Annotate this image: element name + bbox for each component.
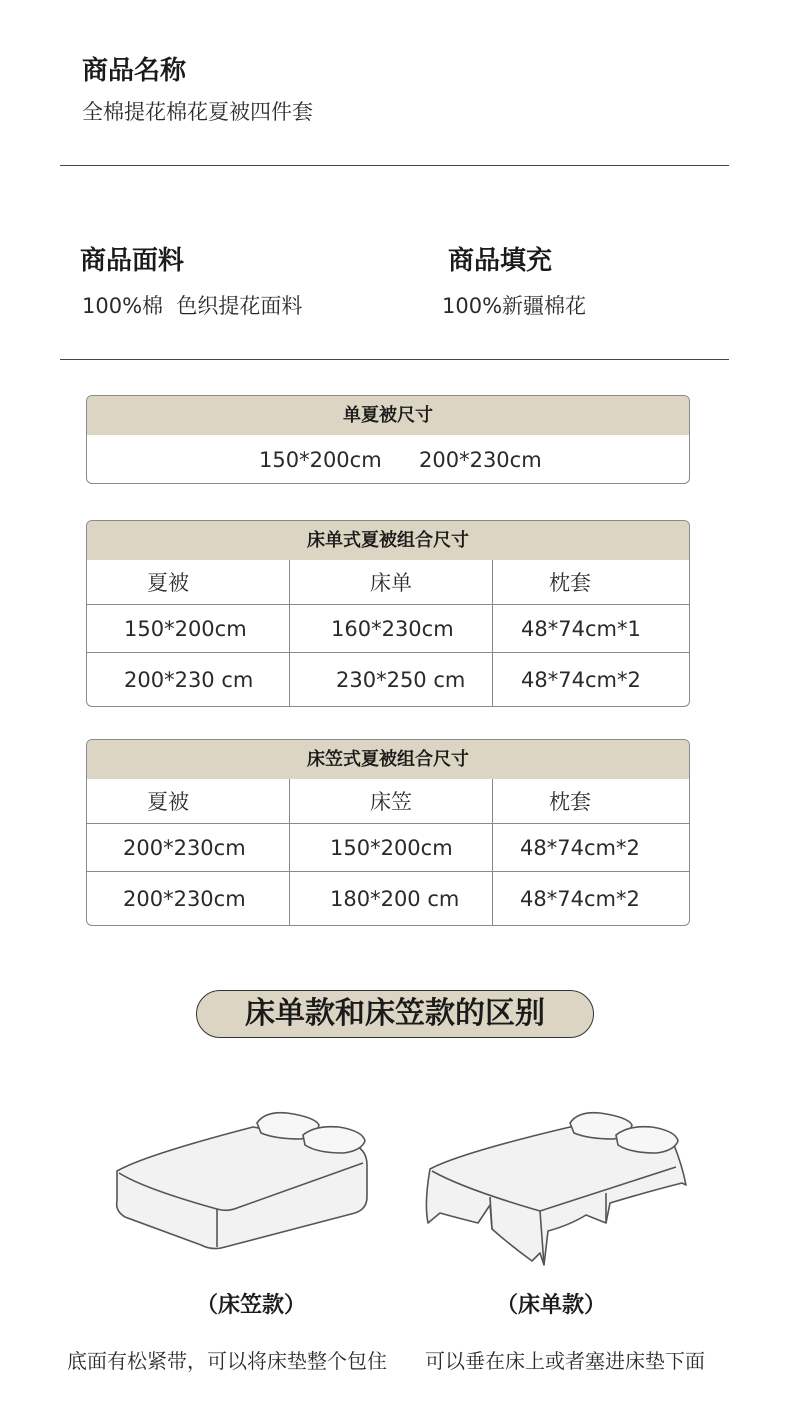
table-header-row xyxy=(87,560,689,604)
fitted-note: 底面有松紧带，可以将床垫整个包住 xyxy=(67,1349,387,1373)
table-cell: 230*250 cm xyxy=(289,653,492,706)
single-size-table xyxy=(86,395,690,484)
column-header: 夏被 xyxy=(147,571,189,595)
column-header: 床单 xyxy=(289,560,492,604)
column-header: 枕套 xyxy=(492,779,687,823)
column-header: 枕套 xyxy=(492,560,687,604)
table-row xyxy=(87,652,689,706)
fitted-bed-illustration xyxy=(105,1105,385,1270)
table-cell: 150*200cm xyxy=(289,824,492,871)
fabric-label: 商品面料 xyxy=(80,246,185,276)
column-header: 夏被 xyxy=(147,790,189,814)
table-header-row xyxy=(87,779,689,823)
table-cell: 200*230cm xyxy=(123,835,246,860)
column-header: 床笠 xyxy=(289,779,492,823)
table-cell: 200*230 cm xyxy=(124,667,254,692)
divider xyxy=(60,165,729,166)
size-value: 200*230cm xyxy=(419,448,542,472)
fitted-combo-table xyxy=(86,739,690,926)
table-row xyxy=(87,823,689,871)
difference-title: 床单款和床笠款的区别 xyxy=(196,990,594,1038)
product-name-label: 商品名称 xyxy=(82,56,187,86)
table-cell: 48*74cm*1 xyxy=(492,605,687,652)
table-row xyxy=(87,604,689,652)
divider xyxy=(60,359,729,360)
table-cell: 180*200 cm xyxy=(289,872,492,925)
table-cell: 200*230cm xyxy=(123,886,246,911)
product-name-value: 全棉提花棉花夏被四件套 xyxy=(82,100,313,124)
sheet-caption: （床单款） xyxy=(496,1293,607,1318)
sheet-note: 可以垂在床上或者塞进床垫下面 xyxy=(425,1349,705,1373)
fitted-caption: （床笠款） xyxy=(196,1293,307,1318)
table-cell: 150*200cm xyxy=(124,616,247,641)
size-row xyxy=(87,435,689,483)
table-row xyxy=(87,871,689,925)
fabric-value: 100%棉 色织提花面料 xyxy=(82,294,303,318)
sheet-combo-table xyxy=(86,520,690,707)
table-title: 床笠式夏被组合尺寸 xyxy=(87,740,689,779)
size-value: 150*200cm xyxy=(259,448,382,472)
sheet-bed-illustration xyxy=(420,1105,695,1275)
table-title: 床单式夏被组合尺寸 xyxy=(87,521,689,560)
table-cell: 48*74cm*2 xyxy=(492,653,687,706)
filling-label: 商品填充 xyxy=(448,246,553,276)
table-title: 单夏被尺寸 xyxy=(87,396,689,435)
filling-value: 100%新疆棉花 xyxy=(442,294,587,318)
table-cell: 160*230cm xyxy=(289,605,492,652)
table-cell: 48*74cm*2 xyxy=(492,872,687,925)
table-cell: 48*74cm*2 xyxy=(492,824,687,871)
